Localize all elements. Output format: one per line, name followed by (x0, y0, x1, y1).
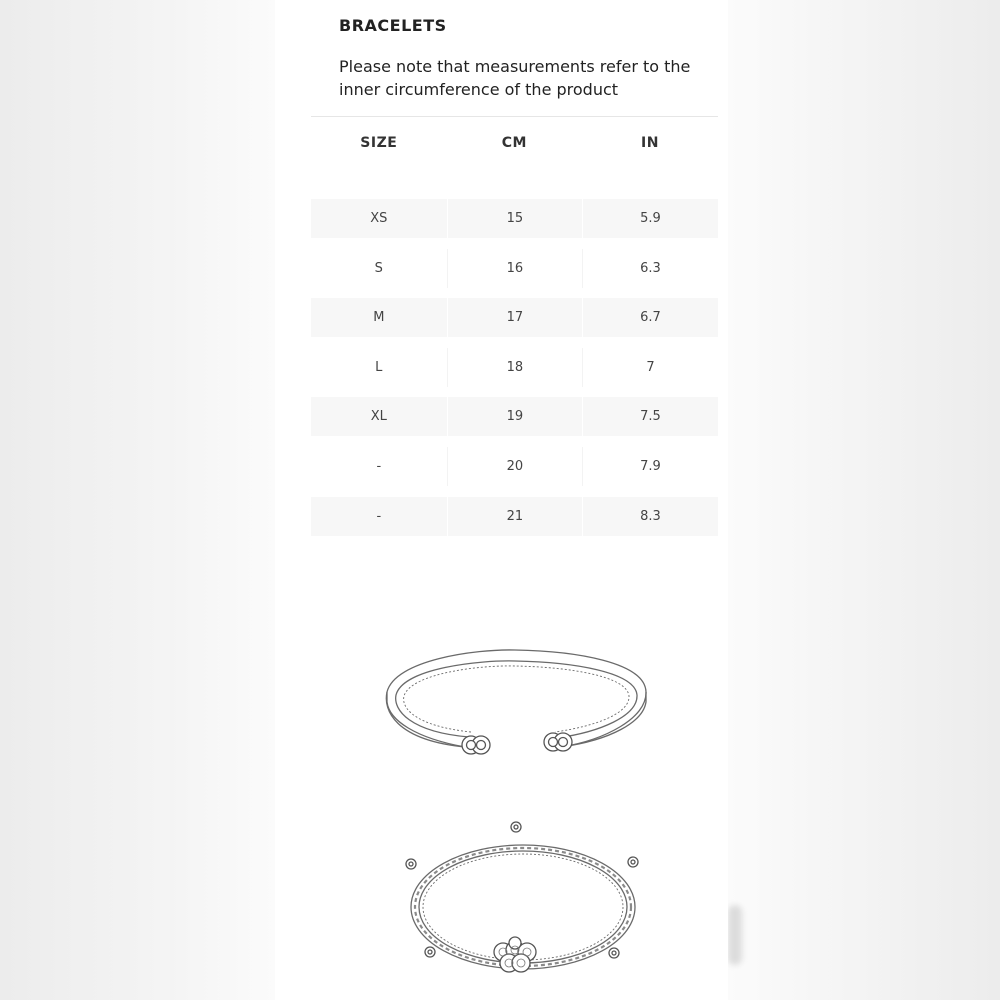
cell-cm: 20 (447, 447, 583, 486)
cell-cm: 21 (447, 497, 583, 536)
chain-bracelet-illustration (275, 815, 728, 1000)
blurred-right-margin (728, 0, 1000, 1000)
table-row (311, 397, 718, 436)
cell-in: 8.3 (582, 497, 718, 536)
cell-cm: 17 (447, 298, 583, 337)
cell-cm: 16 (447, 249, 583, 288)
edge-shadow (728, 905, 742, 965)
table-row (311, 497, 718, 536)
table-row (311, 348, 718, 387)
measurement-note: Please note that measurements refer to the inner circumference of the product (339, 57, 691, 99)
cell-in: 7.9 (582, 447, 718, 486)
table-row (311, 199, 718, 238)
cell-in: 7.5 (582, 397, 718, 436)
size-guide-panel (275, 0, 728, 1000)
table-header (311, 117, 718, 169)
table-body (311, 199, 718, 536)
cuff-bracelet-illustration (275, 640, 728, 780)
table-row (311, 249, 718, 288)
cell-size: - (376, 458, 382, 474)
section-title: BRACELETS (339, 16, 447, 35)
header-in: IN (641, 135, 659, 151)
cell-in: 6.3 (582, 249, 718, 288)
cell-size: S (374, 260, 383, 276)
header-cm: CM (501, 135, 527, 151)
cell-size: L (375, 359, 383, 375)
cell-size: - (311, 497, 447, 536)
cell-size: XL (311, 397, 447, 436)
cell-size: M (311, 298, 447, 337)
cell-in: 7 (582, 348, 718, 387)
header-size: SIZE (360, 135, 398, 151)
table-row (311, 447, 718, 486)
blurred-left-margin (0, 0, 275, 1000)
cell-size: XS (311, 199, 447, 238)
cell-cm: 19 (447, 397, 583, 436)
cell-in: 6.7 (582, 298, 718, 337)
cell-in: 5.9 (582, 199, 718, 238)
size-table (311, 117, 718, 546)
cell-cm: 18 (447, 348, 583, 387)
cell-cm: 15 (447, 199, 583, 238)
table-row (311, 298, 718, 337)
